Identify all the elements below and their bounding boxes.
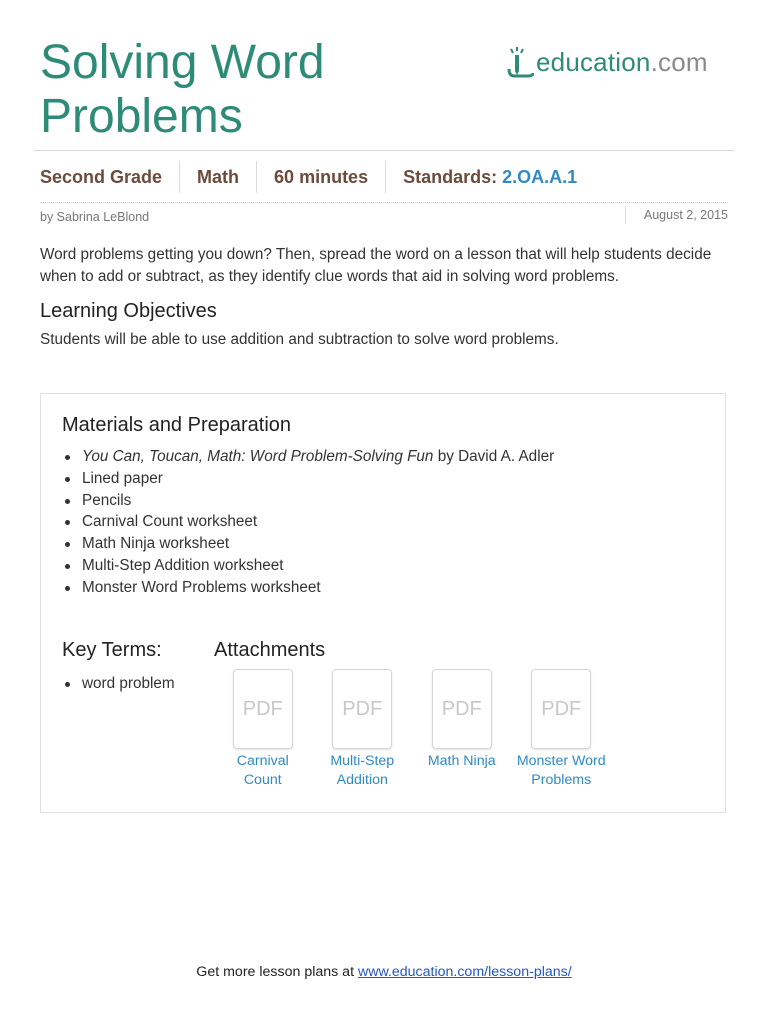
list-item: Lined paper <box>62 468 554 490</box>
materials-heading: Materials and Preparation <box>62 414 292 436</box>
header-divider <box>34 150 734 151</box>
logo-tld: com <box>658 46 708 77</box>
attachment-monster-word-problems[interactable] <box>512 669 612 790</box>
attachment-link[interactable]: Multi-Step Addition <box>330 753 395 788</box>
materials-panel <box>40 393 726 813</box>
pdf-file-icon[interactable]: PDF <box>432 669 492 749</box>
learning-objectives-text: Students will be able to use addition and subtraction to solve word problems. <box>40 331 559 348</box>
meta-divider <box>40 202 728 203</box>
learning-objectives-heading: Learning Objectives <box>40 300 217 322</box>
book-title: You Can, Toucan, Math: Word Problem-Solving Fun <box>82 448 434 465</box>
page-footer <box>0 964 768 980</box>
list-item <box>62 446 554 468</box>
list-item: Multi-Step Addition worksheet <box>62 555 554 577</box>
duration-label: 60 minutes <box>257 161 386 193</box>
materials-list <box>62 446 554 599</box>
list-item: Pencils <box>62 490 554 512</box>
attachment-math-ninja[interactable] <box>412 669 512 790</box>
key-terms-heading: Key Terms: <box>62 639 162 661</box>
pdf-file-icon[interactable]: PDF <box>531 669 591 749</box>
key-terms-list <box>62 673 175 695</box>
list-item: Carnival Count worksheet <box>62 511 554 533</box>
subject-label: Math <box>180 161 257 193</box>
standards-label <box>386 161 594 193</box>
publish-date: August 2, 2015 <box>625 206 728 224</box>
standards-prefix: Standards: <box>403 167 498 187</box>
attachments-grid <box>213 669 611 790</box>
footer-text: Get more lesson plans at <box>196 964 358 980</box>
attachment-carnival-count[interactable] <box>213 669 313 790</box>
attachment-link[interactable]: Monster Word Problems <box>516 753 606 788</box>
lesson-meta-bar <box>40 160 594 194</box>
page-title: Solving Word Problems <box>40 36 325 143</box>
education-logo[interactable] <box>506 42 732 82</box>
standards-code-link[interactable]: 2.OA.A.1 <box>502 167 578 187</box>
logo-dot: . <box>650 46 658 77</box>
attachment-link[interactable]: Math Ninja <box>427 753 496 769</box>
list-item: Math Ninja worksheet <box>62 533 554 555</box>
grade-label: Second Grade <box>40 161 180 193</box>
list-item: Monster Word Problems worksheet <box>62 577 554 599</box>
lesson-plans-link[interactable]: www.education.com/lesson-plans/ <box>357 964 572 980</box>
pdf-file-icon[interactable]: PDF <box>332 669 392 749</box>
author-byline: by Sabrina LeBlond <box>40 210 150 224</box>
attachment-multi-step-addition[interactable] <box>313 669 413 790</box>
book-author: by David A. Adler <box>433 448 555 465</box>
pencil-book-logo-icon <box>506 43 534 81</box>
logo-wordmark: education <box>536 46 651 77</box>
lesson-intro: Word problems getting you down? Then, spread the word on a lesson that will help students decide when to add or subtract, as they identify clue words that aid in solving word problems. <box>40 246 712 285</box>
list-item: word problem <box>62 673 175 695</box>
attachments-heading: Attachments <box>214 639 326 661</box>
pdf-file-icon[interactable]: PDF <box>233 669 293 749</box>
attachment-link[interactable]: Carnival Count <box>236 753 289 788</box>
